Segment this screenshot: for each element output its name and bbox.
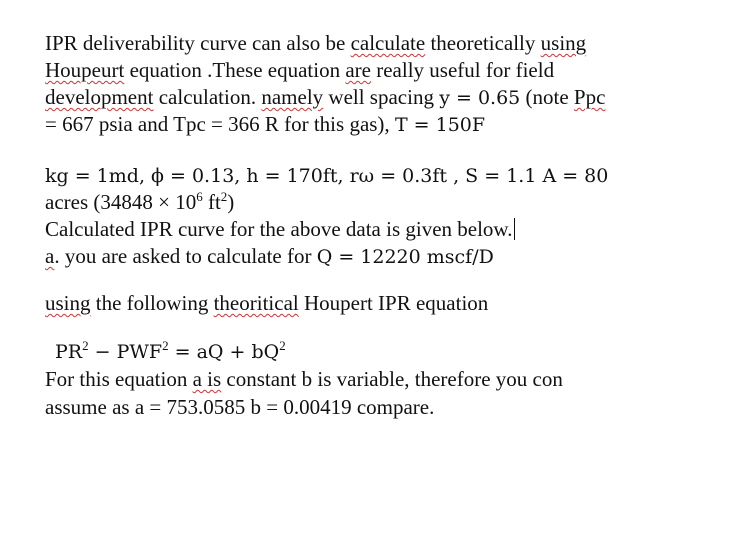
equation-term: = aQ + bQ [168, 341, 280, 363]
text: theoretically [425, 31, 541, 55]
superscript: 2 [82, 338, 89, 353]
text: = 667 psia and Tpc = 366 R for this gas), [45, 112, 395, 136]
p4-line3 [45, 394, 434, 420]
spellcheck-word[interactable]: are [345, 58, 371, 82]
spellcheck-word[interactable]: development [45, 85, 154, 109]
superscript: 2 [279, 338, 286, 353]
math-expression: T = 150F [394, 114, 486, 136]
text: Houpert IPR equation [298, 291, 489, 315]
text: the following [90, 291, 214, 315]
spellcheck-word[interactable]: calculate [350, 31, 426, 55]
math-expression: Q = 12220 mscf/D [316, 246, 494, 268]
text: well spacing [323, 85, 440, 109]
superscript: 6 [196, 189, 203, 204]
p2-line3 [45, 216, 515, 242]
text: Calculated IPR curve for the above data is given below. [45, 217, 513, 241]
text: acres (34848 × 10 [45, 190, 197, 214]
math-expression: y = 0.65 [439, 87, 521, 109]
text-cursor [514, 218, 515, 240]
text: equation .These equation [124, 58, 346, 82]
spellcheck-word[interactable]: Houpeurt [45, 58, 125, 82]
p2-line2 [45, 189, 234, 215]
p1-line1 [45, 30, 586, 56]
p1-line4 [45, 111, 485, 138]
superscript: 2 [162, 338, 169, 353]
p1-line3 [45, 84, 605, 111]
p2-line1 [45, 162, 608, 189]
p4-line2 [45, 366, 563, 392]
superscript: 2 [220, 189, 228, 204]
text: ft [202, 190, 221, 214]
spellcheck-word[interactable]: namely [261, 85, 324, 109]
equation-line [55, 338, 286, 365]
spellcheck-word[interactable]: Ppc [573, 85, 606, 109]
math-expression: kg = 1md, ϕ = 0.13, h = 170ft, rω = 0.3ft , S = 1.1 A = 80 [45, 165, 609, 187]
equation-term: − PWF [88, 341, 163, 363]
text: . you are asked to calculate for [54, 244, 317, 268]
spellcheck-word[interactable]: a [45, 244, 55, 268]
equation-term: PR [55, 341, 83, 363]
text: calculation. [153, 85, 262, 109]
text: IPR deliverability curve can also be [45, 31, 351, 55]
text: (note [520, 85, 574, 109]
text: constant b is variable, therefore you con [221, 367, 563, 391]
spellcheck-word[interactable]: theoritical [213, 291, 299, 315]
p3-line1 [45, 290, 488, 316]
p1-line2 [45, 57, 554, 83]
text: assume as a = 753.0585 b = 0.00419 compare. [45, 395, 435, 419]
text: ) [227, 190, 235, 214]
spellcheck-word[interactable]: a is [192, 367, 222, 391]
p2-line4 [45, 243, 494, 270]
spellcheck-word[interactable]: using [45, 291, 91, 315]
text: really useful for field [370, 58, 555, 82]
text: For this equation [45, 367, 193, 391]
spellcheck-word[interactable]: using [540, 31, 587, 55]
